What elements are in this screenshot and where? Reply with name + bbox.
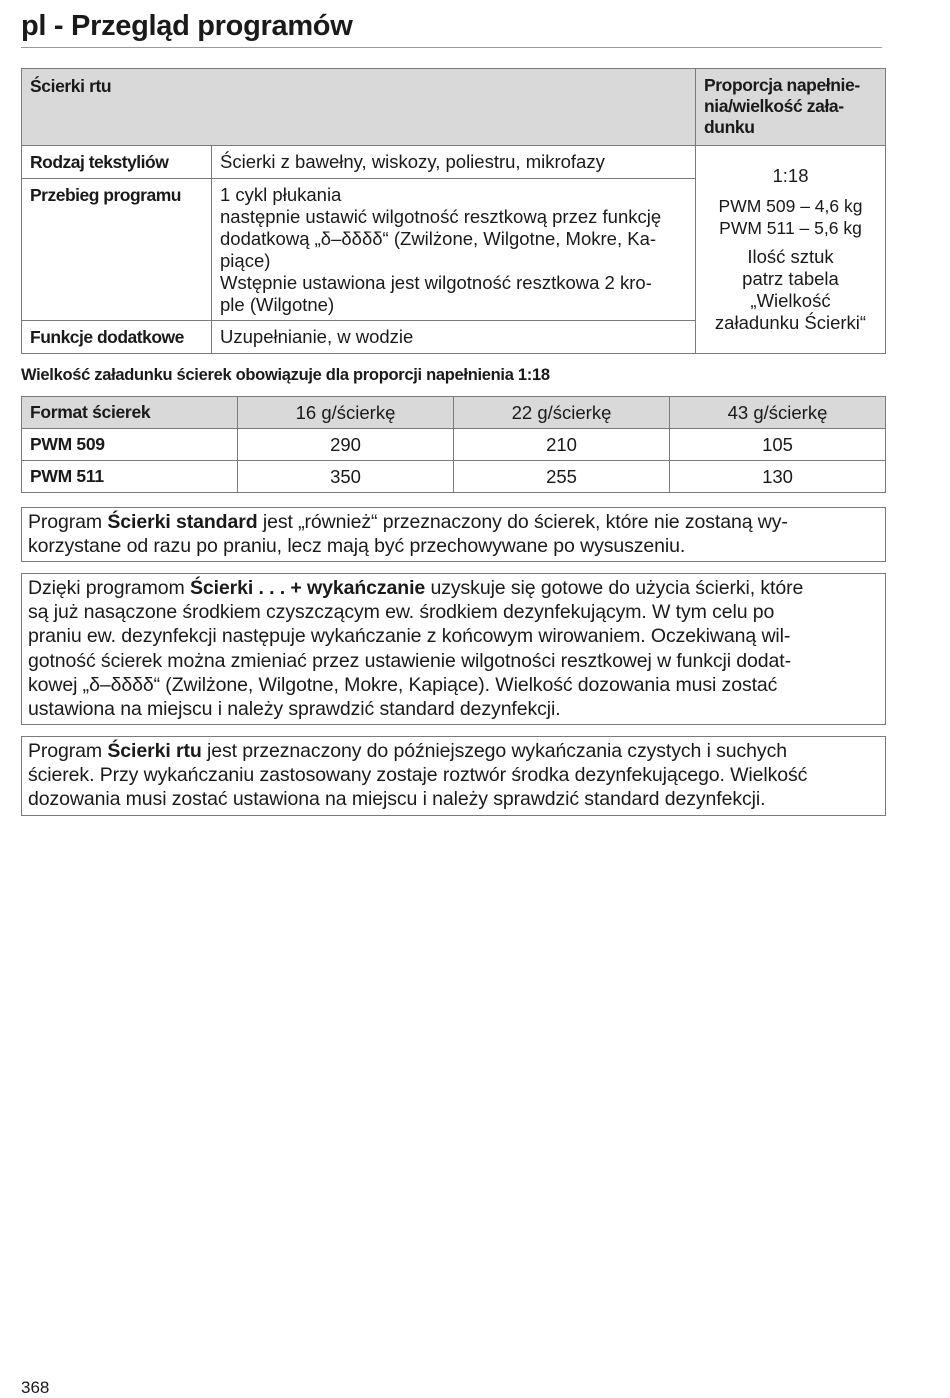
value-line: 1 cykl płukania bbox=[220, 184, 342, 205]
row-value-extra-functions bbox=[212, 321, 696, 354]
text-line: gotność ścierek można zmieniać przez ustawienie wilgotności resztkowej w funkcji dodat- bbox=[28, 649, 791, 672]
program-name-bold: Ścierki rtu bbox=[107, 740, 202, 762]
text-span: Program bbox=[28, 511, 108, 533]
text-line bbox=[28, 739, 879, 763]
column-header-43g: 43 g/ścierkę bbox=[670, 397, 886, 429]
page-number: 368 bbox=[21, 1378, 50, 1397]
program-name: Ścierki rtu bbox=[22, 69, 696, 146]
value-line: dodatkową „δ–δδδδ“ (Zwilżone, Wilgotne, Mokre, Ka- bbox=[220, 228, 657, 249]
load-line-pwm511: PWM 511 – 5,6 kg bbox=[719, 218, 862, 238]
table-cell: 350 bbox=[238, 461, 454, 493]
ratio-header-line: nia/wielkość zała- bbox=[704, 96, 844, 116]
text-line: ustawiona na miejscu i należy sprawdzić standard dezynfekcji. bbox=[28, 698, 561, 721]
value-line: następnie ustawić wilgotność resztkową przez funkcję bbox=[220, 206, 662, 227]
text-span: jest przeznaczony do późniejszego wykańczania czystych i suchych bbox=[201, 740, 787, 762]
reference-line: Ilość sztuk bbox=[747, 246, 834, 267]
text-line: korzystane od razu po praniu, lecz mają być przechowywane po wysuszeniu. bbox=[28, 535, 686, 558]
table-cell: 290 bbox=[238, 429, 454, 461]
text-span: Dzięki programom bbox=[28, 577, 190, 599]
ratio-header bbox=[696, 69, 886, 146]
page-title: pl - Przegląd programów bbox=[21, 10, 353, 42]
row-label-pwm511: PWM 511 bbox=[22, 461, 238, 493]
value-line: Ścierki z bawełny, wiskozy, poliestru, mikrofazy bbox=[220, 151, 605, 172]
program-table bbox=[21, 68, 886, 354]
reference-line: „Wielkość bbox=[750, 290, 831, 311]
title-divider bbox=[21, 47, 882, 48]
text-span: Program bbox=[28, 740, 108, 762]
ratio-cell bbox=[696, 146, 886, 354]
text-line: dozowania musi zostać ustawiona na miejscu i należy sprawdzić standard dezynfekcji. bbox=[28, 788, 766, 811]
info-box-standard bbox=[21, 507, 886, 562]
column-header-16g: 16 g/ścierkę bbox=[238, 397, 454, 429]
row-label-program-sequence: Przebieg programu bbox=[22, 179, 212, 321]
table-cell: 130 bbox=[670, 461, 886, 493]
reference-line: patrz tabela bbox=[742, 268, 839, 289]
info-box-finishing bbox=[21, 573, 886, 725]
row-value-textile-type bbox=[212, 146, 696, 179]
text-line: praniu ew. dezynfekcji następuje wykańczanie z końcowym wirowaniem. Oczekiwaną wil- bbox=[28, 625, 791, 648]
program-table-header bbox=[22, 69, 886, 146]
load-table bbox=[21, 396, 886, 493]
ratio-reference bbox=[702, 246, 879, 334]
table-cell: 210 bbox=[454, 429, 670, 461]
table-row bbox=[22, 461, 886, 493]
ratio-loads bbox=[702, 195, 879, 239]
column-header-22g: 22 g/ścierkę bbox=[454, 397, 670, 429]
ratio-header-line: Proporcja napełnie- bbox=[704, 75, 860, 95]
value-line: ple (Wilgotne) bbox=[220, 294, 335, 315]
value-line: Uzupełnianie, w wodzie bbox=[220, 326, 414, 347]
ratio-value: 1:18 bbox=[772, 165, 809, 186]
text-line: są już nasączone środkiem czyszczącym ew. środkiem dezynfekującym. W tym celu po bbox=[28, 601, 775, 624]
program-name-bold: Ścierki standard bbox=[107, 511, 258, 533]
row-value-program-sequence bbox=[212, 179, 696, 321]
text-span: jest „również“ przeznaczony do ścierek, które nie zostaną wy- bbox=[257, 511, 788, 533]
value-line: Wstępnie ustawiona jest wilgotność resztkowa 2 kro- bbox=[220, 272, 652, 293]
info-box-rtu bbox=[21, 736, 886, 816]
load-table-header bbox=[22, 397, 886, 429]
text-line: kowej „δ–δδδδ“ (Zwilżone, Wilgotne, Mokre, Kapiące). Wielkość dozowania musi zostać bbox=[28, 673, 778, 696]
table-row bbox=[22, 146, 886, 179]
value-line: piące) bbox=[220, 250, 271, 271]
column-header-format: Format ścierek bbox=[22, 397, 238, 429]
program-name-bold: Ścierki . . . + wykańczanie bbox=[189, 577, 426, 599]
table-cell: 255 bbox=[454, 461, 670, 493]
text-line: ścierek. Przy wykańczaniu zastosowany zostaje roztwór środka dezynfekującego. Wielkość bbox=[28, 764, 808, 787]
reference-line: załadunku Ścierki“ bbox=[714, 312, 867, 333]
text-span: uzyskuje się gotowe do użycia ścierki, które bbox=[425, 577, 804, 599]
row-label-textile-type: Rodzaj tekstyliów bbox=[22, 146, 212, 179]
table-cell: 105 bbox=[670, 429, 886, 461]
table-row bbox=[22, 429, 886, 461]
row-label-extra-functions: Funkcje dodatkowe bbox=[22, 321, 212, 354]
load-note: Wielkość załadunku ścierek obowiązuje dla proporcji napełnienia 1:18 bbox=[21, 366, 550, 384]
text-line bbox=[28, 576, 879, 600]
ratio-header-line: dunku bbox=[704, 117, 755, 137]
load-line-pwm509: PWM 509 – 4,6 kg bbox=[718, 196, 863, 216]
text-line bbox=[28, 510, 879, 534]
row-label-pwm509: PWM 509 bbox=[22, 429, 238, 461]
